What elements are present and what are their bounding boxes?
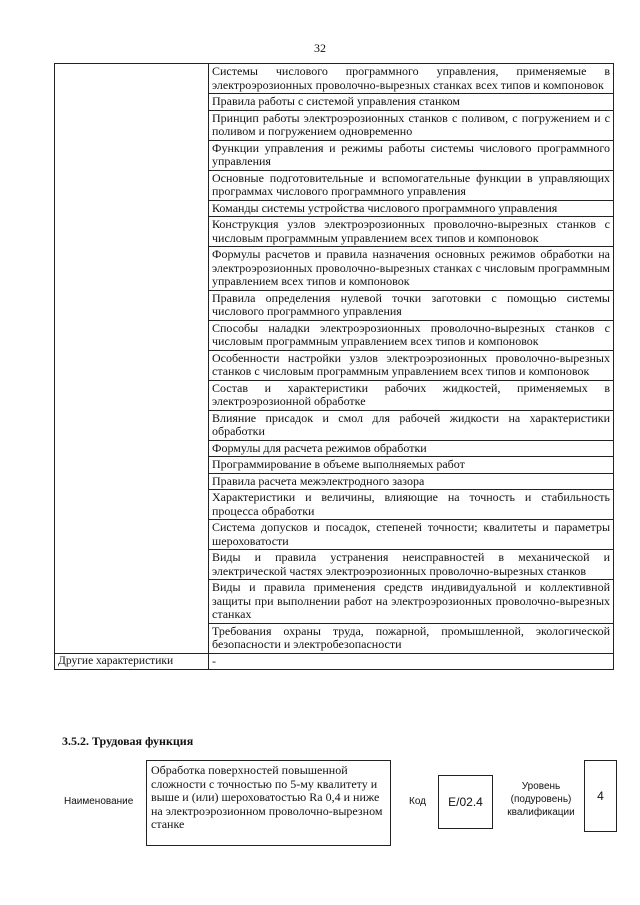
other-characteristics-row [55, 653, 614, 670]
code-label: Код [409, 796, 427, 807]
knowledge-item: Характеристики и величины, влияющие на точность и стабильность процесса обработки [209, 490, 614, 520]
knowledge-item: Основные подготовительные и вспомогательные функции в управляющих программах числового программного управления [209, 170, 614, 200]
qualification-level-field: 4 [584, 760, 617, 832]
knowledge-item: Конструкция узлов электроэрозионных проволочно-вырезных станков с числовым программным управлением всех типов и компоновок [209, 217, 614, 247]
knowledge-item: Принцип работы электроэрозионных станков с поливом, с погружением и с поливом и погружением одновременно [209, 110, 614, 140]
knowledge-item: Правила работы с системой управления станком [209, 94, 614, 111]
knowledge-item: Команды системы устройства числового программного управления [209, 200, 614, 217]
section-heading: 3.5.2. Трудовая функция [62, 734, 194, 748]
knowledge-item: Состав и характеристики рабочих жидкостей, применяемых в электроэрозионной обработке [209, 380, 614, 410]
knowledge-item: Правила определения нулевой точки заготовки с помощью системы числового программного управления [209, 290, 614, 320]
knowledge-item: Виды и правила устранения неисправностей в механической и электрической частях электроэрозионных проволочно-вырезных станков [209, 550, 614, 580]
knowledge-item: Функции управления и режимы работы системы числового программного управления [209, 140, 614, 170]
function-name-field: Обработка поверхностей повышенной сложности с точностью по 5-му квалитету и выше и (или) шероховатостью Ra 0,4 и ниже на электроэрозионном проволочно-вырезном станке [146, 760, 391, 846]
knowledge-item: Правила расчета межэлектродного зазора [209, 473, 614, 490]
knowledge-item: Формулы для расчета режимов обработки [209, 440, 614, 457]
knowledge-item: Программирование в объеме выполняемых работ [209, 457, 614, 474]
knowledge-item: Способы наладки электроэрозионных проволочно-вырезных станков с числовым программным управлением всех типов и компоновок [209, 320, 614, 350]
knowledge-table-body [55, 64, 614, 670]
other-characteristics-label: Другие характеристики [55, 653, 209, 670]
knowledge-item: Системы числового программного управления, применяемые в электроэрозионных проволочно-вырезных станках всех типов и компоновок [209, 64, 614, 94]
code-field: E/02.4 [438, 775, 493, 829]
knowledge-item: Требования охраны труда, пожарной, промышленной, экологической безопасности и электробезопасности [209, 623, 614, 653]
other-characteristics-value: - [209, 653, 614, 670]
knowledge-item: Влияние присадок и смол для рабочей жидкости на характеристики обработки [209, 410, 614, 440]
knowledge-table [54, 63, 614, 670]
knowledge-label-cell [55, 64, 209, 654]
knowledge-row [55, 64, 614, 94]
page-number: 32 [314, 41, 326, 55]
knowledge-item: Особенности настройки узлов электроэрозионных проволочно-вырезных станков с числовым программным управлением всех типов и компоновок [209, 350, 614, 380]
qualification-level-label: Уровень (подуровень) квалификации [507, 781, 575, 818]
knowledge-item: Система допусков и посадок, степеней точности; квалитеты и параметры шероховатости [209, 520, 614, 550]
knowledge-item: Виды и правила применения средств индивидуальной и коллективной защиты при выполнении работ на электроэрозионных проволочно-вырезных станках [209, 580, 614, 624]
knowledge-item: Формулы расчетов и правила назначения основных режимов обработки на электроэрозионных проволочно-вырезных станках с числовым программным управлением всех типов и компоновок [209, 247, 614, 291]
name-label: Наименование [64, 796, 134, 807]
